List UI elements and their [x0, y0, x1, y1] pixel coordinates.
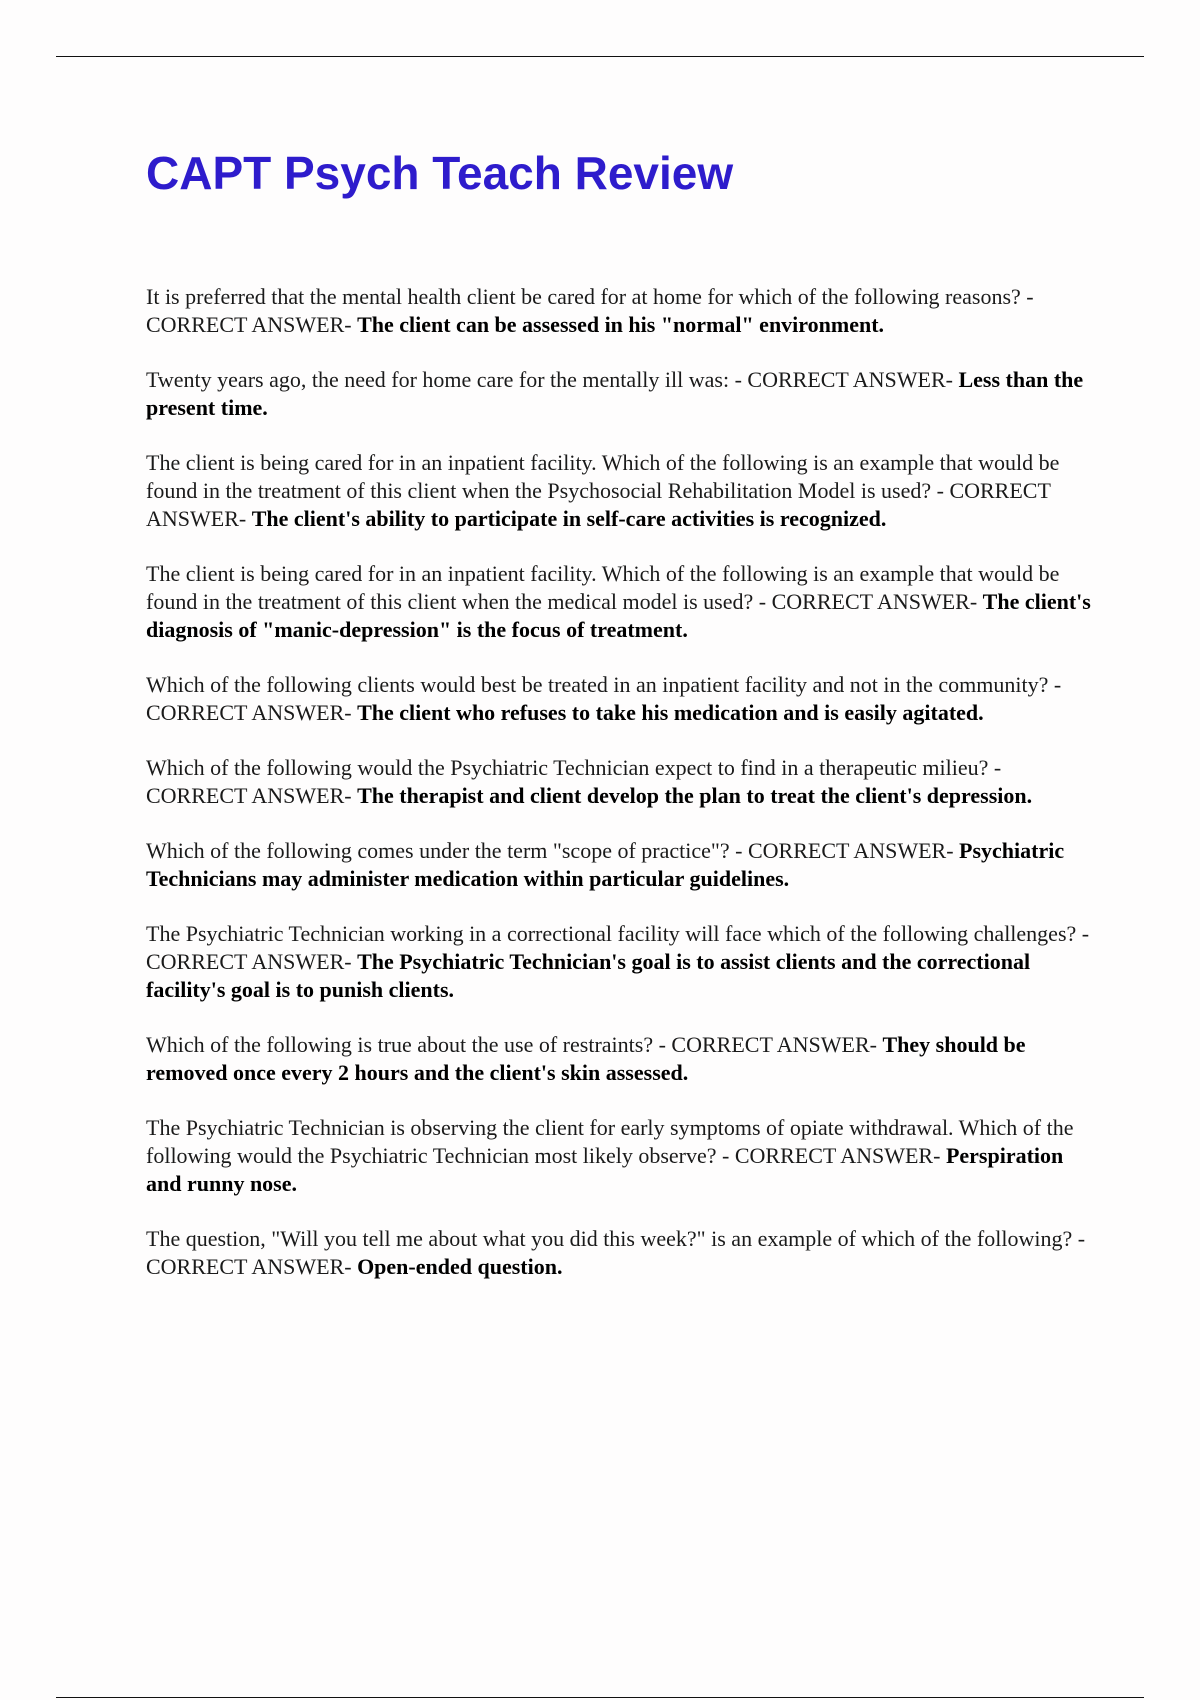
answer-prefix: - CORRECT ANSWER- — [146, 672, 1062, 725]
question-text: The question, "Will you tell me about what you did this week?" is an example of which of the following? — [146, 1226, 1073, 1251]
answer-text: They should be removed once every 2 hours and the client's skin assessed. — [146, 1032, 1026, 1085]
qa-item — [146, 920, 1091, 1004]
answer-prefix: - CORRECT ANSWER- — [146, 921, 1090, 974]
answer-prefix: - CORRECT ANSWER- — [735, 838, 954, 863]
question-text: The client is being cared for in an inpatient facility. Which of the following is an example that would be found in the treatment of this client when the Psychosocial Rehabilitation Model is used? — [146, 450, 1060, 503]
qa-item — [146, 449, 1091, 533]
qa-item — [146, 754, 1091, 810]
qa-item — [146, 1225, 1091, 1281]
question-text: It is preferred that the mental health client be cared for at home for which of the following reasons? — [146, 284, 1021, 309]
answer-text: The client's diagnosis of "manic-depression" is the focus of treatment. — [146, 589, 1091, 642]
answer-prefix: - CORRECT ANSWER- — [146, 478, 1051, 531]
answer-prefix: - CORRECT ANSWER- — [146, 1226, 1086, 1279]
answer-text: Psychiatric Technicians may administer medication within particular guidelines. — [146, 838, 1065, 891]
document-title: CAPT Psych Teach Review — [146, 147, 734, 199]
question-text: Which of the following clients would best be treated in an inpatient facility and not in the community? — [146, 672, 1049, 697]
answer-text: Perspiration and runny nose. — [146, 1143, 1064, 1196]
answer-text: The client who refuses to take his medication and is easily agitated. — [357, 700, 984, 725]
qa-item — [146, 837, 1091, 893]
header-rule — [56, 56, 1144, 57]
footer-rule — [56, 1697, 1144, 1698]
answer-prefix: - CORRECT ANSWER- — [758, 589, 978, 614]
qa-item — [146, 283, 1091, 339]
qa-item — [146, 1114, 1091, 1198]
answer-text: Less than the present time. — [146, 367, 1084, 420]
answer-prefix: - CORRECT ANSWER- — [146, 284, 1034, 337]
question-text: Twenty years ago, the need for home care for the mentally ill was: — [146, 367, 730, 392]
question-text: The client is being cared for in an inpatient facility. Which of the following is an example that would be found in the treatment of this client when the medical model is used? — [146, 561, 1060, 614]
qa-item — [146, 366, 1091, 422]
answer-prefix: - CORRECT ANSWER- — [658, 1032, 877, 1057]
question-text: Which of the following is true about the use of restraints? — [146, 1032, 654, 1057]
question-text: Which of the following would the Psychiatric Technician expect to find in a therapeutic milieu? — [146, 755, 989, 780]
question-text: Which of the following comes under the term "scope of practice"? — [146, 838, 730, 863]
qa-item — [146, 560, 1091, 644]
answer-prefix: - CORRECT ANSWER- — [722, 1143, 941, 1168]
answer-text: The therapist and client develop the plan to treat the client's depression. — [357, 783, 1033, 808]
answer-text: Open-ended question. — [357, 1254, 563, 1279]
question-text: The Psychiatric Technician is observing the client for early symptoms of opiate withdrawal. Which of the following would the Psychiatric Technician most likely observe? — [146, 1115, 1074, 1168]
answer-text: The client can be assessed in his "normal" environment. — [357, 312, 885, 337]
answer-text: The client's ability to participate in self-care activities is recognized. — [251, 506, 887, 531]
answer-prefix: - CORRECT ANSWER- — [146, 755, 1002, 808]
answer-prefix: - CORRECT ANSWER- — [734, 367, 953, 392]
qa-list — [146, 283, 1091, 1308]
question-text: The Psychiatric Technician working in a correctional facility will face which of the following challenges? — [146, 921, 1077, 946]
qa-item — [146, 671, 1091, 727]
qa-item — [146, 1031, 1091, 1087]
answer-text: The Psychiatric Technician's goal is to assist clients and the correctional facility's goal is to punish clients. — [146, 949, 1031, 1002]
